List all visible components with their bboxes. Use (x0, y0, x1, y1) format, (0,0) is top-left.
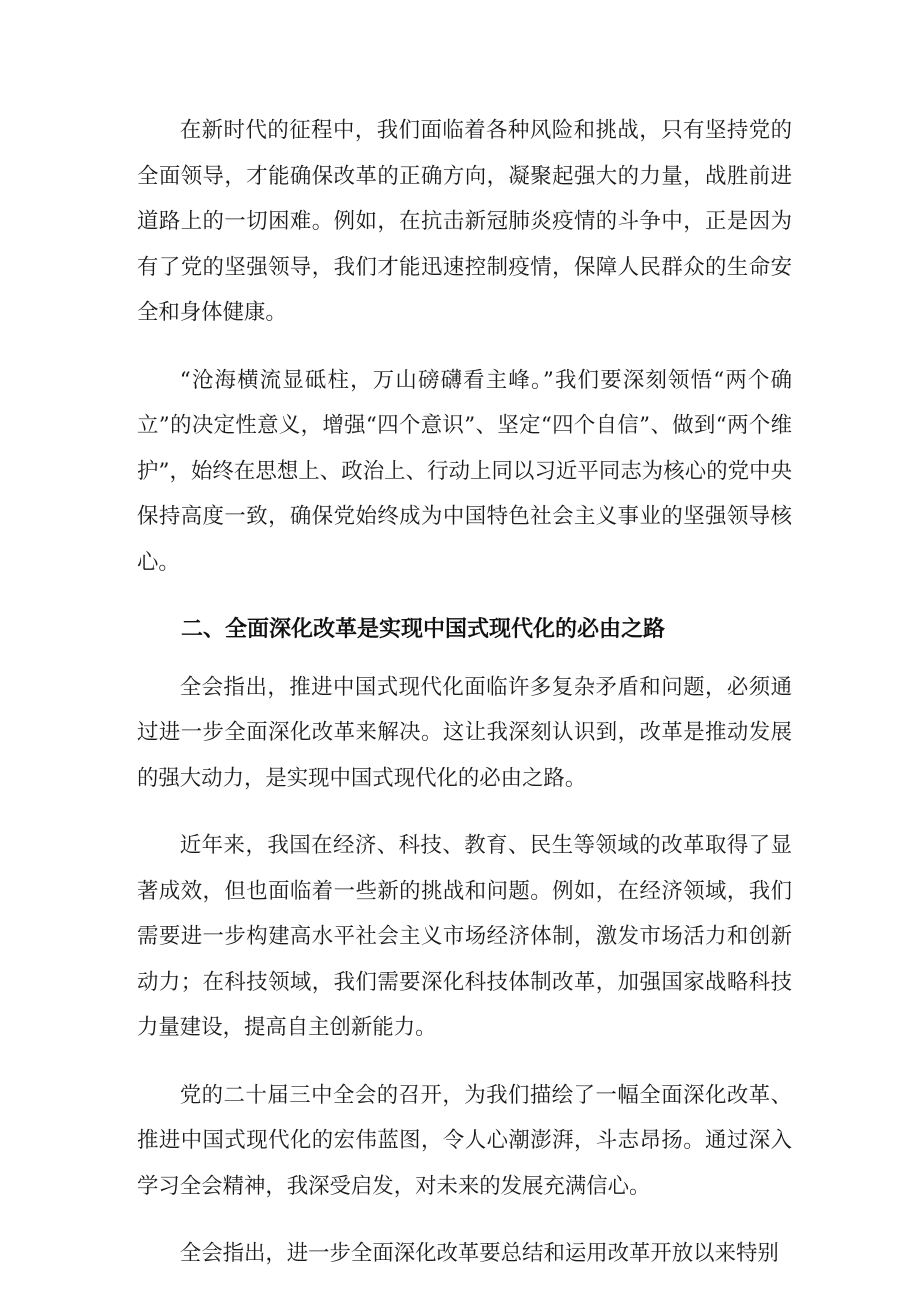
paragraph-gap (137, 1051, 792, 1073)
paragraph-recent-reforms: 近年来，我国在经济、科技、教育、民生等领域的改革取得了显著成效，但也面临着一些新的挑战和问题。例如，在经济领域，我们需要进一步构建高水平社会主义市场经济体制，激发市场活力和创新动力；在科技领域，我们需要深化科技体制改革，加强国家战略科技力量建设，提高自主创新能力。 (137, 833, 792, 1040)
paragraph-gap (137, 653, 792, 665)
paragraph-party-leadership: 在新时代的征程中，我们面临着各种风险和挑战，只有坚持党的全面领导，才能确保改革的正确方向，凝聚起强大的力量，战胜前进道路上的一切困难。例如，在抗击新冠肺炎疫情的斗争中，正是因为有了党的坚强领导，我们才能迅速控制疫情，保障人民群众的生命安全和身体健康。 (137, 118, 792, 325)
document-body (137, 108, 792, 1277)
paragraph-gap (137, 585, 792, 607)
paragraph-gap (137, 336, 792, 358)
paragraph-two-establishments: “沧海横流显砥柱，万山磅礴看主峰。”我们要深刻领悟“两个确立”的决定性意义，增强“四个意识”、坚定“四个自信”、做到“两个维护”，始终在思想上、政治上、行动上同以习近平同志为核心的党中央保持高度一致，确保党始终成为中国特色社会主义事业的坚强领导核心。 (137, 367, 792, 575)
section-heading: 二、全面深化改革是实现中国式现代化的必由之路 (181, 617, 666, 642)
paragraph-gap (137, 1209, 792, 1231)
paragraph-plenary-summary: 全会指出，进一步全面深化改革要总结和运用改革开放以来特别 (179, 1241, 779, 1266)
paragraph-third-plenum: 党的二十届三中全会的召开，为我们描绘了一幅全面深化改革、推进中国式现代化的宏伟蓝图，令人心潮澎湃，斗志昂扬。通过深入学习全会精神，我深受启发，对未来的发展充满信心。 (137, 1082, 792, 1199)
paragraph-plenary-reform: 全会指出，推进中国式现代化面临许多复杂矛盾和问题，必须通过进一步全面深化改革来解决。这让我深刻认识到，改革是推动发展的强大动力，是实现中国式现代化的必由之路。 (137, 674, 792, 791)
paragraph-gap (137, 801, 792, 823)
